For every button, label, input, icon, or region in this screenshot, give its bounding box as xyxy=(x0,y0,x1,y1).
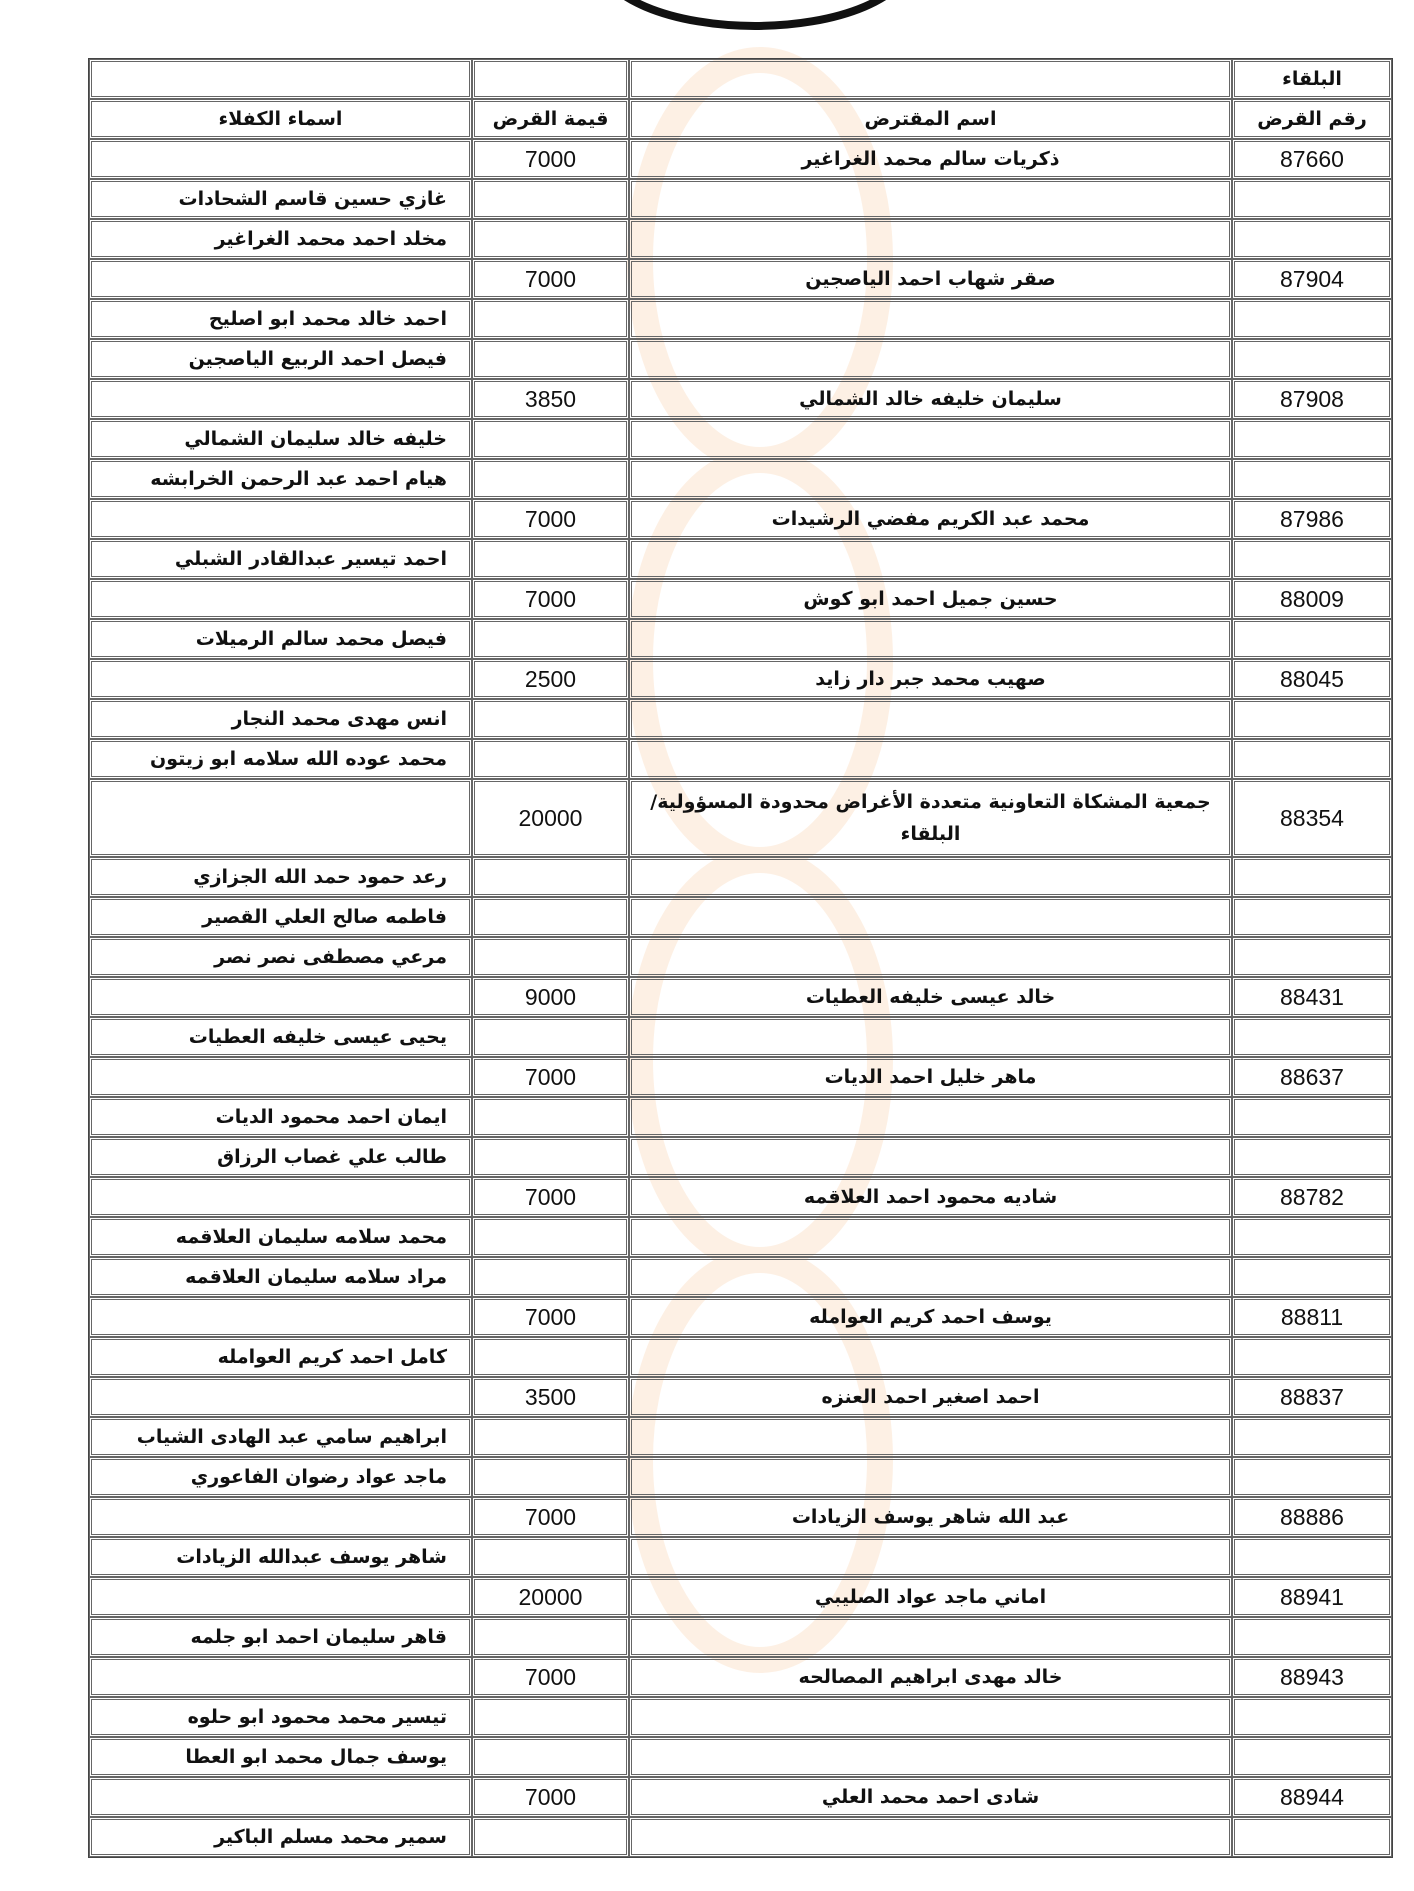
empty-cell xyxy=(1232,179,1392,219)
loan-row xyxy=(89,139,1392,179)
empty-cell xyxy=(472,1337,629,1377)
empty-cell xyxy=(472,1697,629,1737)
loan-amount: 3850 xyxy=(472,379,629,419)
empty-cell xyxy=(1232,1337,1392,1377)
loan-number: 88009 xyxy=(1232,579,1392,619)
guarantor-row xyxy=(89,1017,1392,1057)
guarantor-row xyxy=(89,1257,1392,1297)
empty-cell xyxy=(472,1017,629,1057)
empty-cell xyxy=(629,1817,1232,1857)
guarantor-row xyxy=(89,339,1392,379)
empty-cell xyxy=(629,1217,1232,1257)
guarantor-name: فاطمه صالح العلي القصير xyxy=(89,897,472,937)
guarantor-name: سمير محمد مسلم الباكير xyxy=(89,1817,472,1857)
empty-cell xyxy=(1232,739,1392,779)
empty-cell xyxy=(472,1217,629,1257)
borrower-name: محمد عبد الكريم مفضي الرشيدات xyxy=(629,499,1232,539)
header-loan-no: رقم القرض xyxy=(1232,99,1392,139)
empty-cell xyxy=(472,419,629,459)
guarantor-name: تيسير محمد محمود ابو حلوه xyxy=(89,1697,472,1737)
borrower-name: حسين جميل احمد ابو كوش xyxy=(629,579,1232,619)
guarantor-row xyxy=(89,1457,1392,1497)
guarantor-row xyxy=(89,459,1392,499)
empty-cell xyxy=(1232,459,1392,499)
borrower-name: يوسف احمد كريم العوامله xyxy=(629,1297,1232,1337)
loan-amount: 2500 xyxy=(472,659,629,699)
guarantor-row xyxy=(89,419,1392,459)
loan-number: 88782 xyxy=(1232,1177,1392,1217)
empty-cell xyxy=(472,339,629,379)
loan-number: 87660 xyxy=(1232,139,1392,179)
empty-cell xyxy=(89,1297,472,1337)
loan-amount: 7000 xyxy=(472,1297,629,1337)
empty-cell xyxy=(629,937,1232,977)
empty-cell xyxy=(1232,897,1392,937)
loan-number: 88354 xyxy=(1232,779,1392,857)
loan-amount: 20000 xyxy=(472,1577,629,1617)
guarantor-name: غازي حسين قاسم الشحادات xyxy=(89,179,472,219)
empty-cell xyxy=(629,1137,1232,1177)
empty-cell xyxy=(472,1137,629,1177)
guarantor-row xyxy=(89,539,1392,579)
empty-cell xyxy=(89,977,472,1017)
guarantor-row xyxy=(89,1097,1392,1137)
guarantor-name: محمد سلامه سليمان العلاقمه xyxy=(89,1217,472,1257)
empty-cell xyxy=(1232,937,1392,977)
loan-amount: 7000 xyxy=(472,1057,629,1097)
loan-amount: 7000 xyxy=(472,1497,629,1537)
loan-number: 88431 xyxy=(1232,977,1392,1017)
borrower-name: صقر شهاب احمد الياصجين xyxy=(629,259,1232,299)
logo-arc xyxy=(590,0,920,32)
borrower-name: ماهر خليل احمد الديات xyxy=(629,1057,1232,1097)
empty-cell xyxy=(472,1817,629,1857)
empty-cell xyxy=(472,619,629,659)
loan-row xyxy=(89,1297,1392,1337)
guarantor-row xyxy=(89,1737,1392,1777)
guarantor-row xyxy=(89,1137,1392,1177)
loan-number: 88811 xyxy=(1232,1297,1392,1337)
loan-row xyxy=(89,1577,1392,1617)
empty-cell xyxy=(1232,299,1392,339)
empty-cell xyxy=(89,1057,472,1097)
header-borrower: اسم المقترض xyxy=(629,99,1232,139)
borrower-name: خالد عيسى خليفه العطيات xyxy=(629,977,1232,1017)
guarantor-row xyxy=(89,619,1392,659)
empty-cell xyxy=(472,1257,629,1297)
empty-cell xyxy=(629,897,1232,937)
empty-cell xyxy=(89,779,472,857)
empty-cell xyxy=(1232,1737,1392,1777)
empty-cell xyxy=(1232,1697,1392,1737)
guarantor-row xyxy=(89,1617,1392,1657)
borrower-name: اماني ماجد عواد الصليبي xyxy=(629,1577,1232,1617)
empty-cell xyxy=(1232,619,1392,659)
guarantor-name: رعد حمود حمد الله الجزازي xyxy=(89,857,472,897)
guarantor-name: يحيى عيسى خليفه العطيات xyxy=(89,1017,472,1057)
empty-cell xyxy=(1232,1417,1392,1457)
guarantor-row xyxy=(89,857,1392,897)
loans-table xyxy=(88,58,1393,1858)
guarantor-row xyxy=(89,739,1392,779)
empty-cell xyxy=(89,659,472,699)
guarantor-name: احمد تيسير عبدالقادر الشبلي xyxy=(89,539,472,579)
header-amount: قيمة القرض xyxy=(472,99,629,139)
guarantor-row xyxy=(89,299,1392,339)
guarantor-name: مخلد احمد محمد الغراغير xyxy=(89,219,472,259)
empty-cell xyxy=(629,739,1232,779)
empty-cell xyxy=(1232,1457,1392,1497)
loan-number: 88637 xyxy=(1232,1057,1392,1097)
empty-cell xyxy=(1232,699,1392,739)
loan-amount: 20000 xyxy=(472,779,629,857)
empty-cell xyxy=(629,1097,1232,1137)
guarantor-name: محمد عوده الله سلامه ابو زيتون xyxy=(89,739,472,779)
empty-cell xyxy=(1232,1257,1392,1297)
empty-cell xyxy=(1232,1537,1392,1577)
empty-cell xyxy=(472,299,629,339)
loan-amount: 9000 xyxy=(472,977,629,1017)
region-row xyxy=(89,59,1392,99)
empty-cell xyxy=(89,259,472,299)
guarantor-row xyxy=(89,897,1392,937)
borrower-name: احمد اصغير احمد العنزه xyxy=(629,1377,1232,1417)
empty-cell xyxy=(472,897,629,937)
loan-number: 88837 xyxy=(1232,1377,1392,1417)
empty-cell xyxy=(1232,1617,1392,1657)
guarantor-name: فيصل احمد الربيع الياصجين xyxy=(89,339,472,379)
empty-cell xyxy=(629,1417,1232,1457)
borrower-name: صهيب محمد جبر دار زايد xyxy=(629,659,1232,699)
loan-amount: 7000 xyxy=(472,499,629,539)
borrower-name: شاديه محمود احمد العلاقمه xyxy=(629,1177,1232,1217)
empty-cell xyxy=(629,179,1232,219)
region-label: البلقاء xyxy=(1232,59,1392,99)
guarantor-name: انس مهدى محمد النجار xyxy=(89,699,472,739)
guarantor-name: يوسف جمال محمد ابو العطا xyxy=(89,1737,472,1777)
loan-amount: 3500 xyxy=(472,1377,629,1417)
loan-row xyxy=(89,1057,1392,1097)
empty-cell xyxy=(629,299,1232,339)
empty-cell xyxy=(89,579,472,619)
guarantor-name: هيام احمد عبد الرحمن الخرابشه xyxy=(89,459,472,499)
empty-cell xyxy=(472,1537,629,1577)
empty-cell xyxy=(1232,1817,1392,1857)
empty-cell xyxy=(472,179,629,219)
guarantor-name: خليفه خالد سليمان الشمالي xyxy=(89,419,472,459)
empty-cell xyxy=(472,1617,629,1657)
empty-cell xyxy=(472,1097,629,1137)
borrower-name: خالد مهدى ابراهيم المصالحه xyxy=(629,1657,1232,1697)
loan-row xyxy=(89,579,1392,619)
empty-cell xyxy=(629,59,1232,99)
loan-row xyxy=(89,1377,1392,1417)
empty-cell xyxy=(472,459,629,499)
empty-cell xyxy=(89,1497,472,1537)
guarantor-name: شاهر يوسف عبدالله الزيادات xyxy=(89,1537,472,1577)
loan-row xyxy=(89,977,1392,1017)
empty-cell xyxy=(472,1457,629,1497)
empty-cell xyxy=(629,1737,1232,1777)
empty-cell xyxy=(89,1377,472,1417)
borrower-name: شادى احمد محمد العلي xyxy=(629,1777,1232,1817)
empty-cell xyxy=(629,857,1232,897)
empty-cell xyxy=(1232,539,1392,579)
empty-cell xyxy=(472,937,629,977)
guarantor-name: ايمان احمد محمود الديات xyxy=(89,1097,472,1137)
guarantor-name: فيصل محمد سالم الرميلات xyxy=(89,619,472,659)
guarantor-row xyxy=(89,1337,1392,1377)
loan-row xyxy=(89,1777,1392,1817)
empty-cell xyxy=(472,1737,629,1777)
empty-cell xyxy=(1232,219,1392,259)
empty-cell xyxy=(89,1577,472,1617)
borrower-name: عبد الله شاهر يوسف الزيادات xyxy=(629,1497,1232,1537)
guarantor-name: احمد خالد محمد ابو اصليح xyxy=(89,299,472,339)
empty-cell xyxy=(1232,419,1392,459)
empty-cell xyxy=(89,1177,472,1217)
empty-cell xyxy=(629,1337,1232,1377)
empty-cell xyxy=(629,619,1232,659)
empty-cell xyxy=(629,459,1232,499)
loan-number: 88943 xyxy=(1232,1657,1392,1697)
guarantor-row xyxy=(89,1537,1392,1577)
loan-number: 88045 xyxy=(1232,659,1392,699)
header-guarantors: اسماء الكفلاء xyxy=(89,99,472,139)
loan-amount: 7000 xyxy=(472,139,629,179)
empty-cell xyxy=(89,1657,472,1697)
empty-cell xyxy=(472,739,629,779)
loan-number: 88886 xyxy=(1232,1497,1392,1537)
guarantor-name: طالب علي غصاب الرزاق xyxy=(89,1137,472,1177)
guarantor-row xyxy=(89,1697,1392,1737)
empty-cell xyxy=(629,339,1232,379)
guarantor-row xyxy=(89,1817,1392,1857)
empty-cell xyxy=(472,699,629,739)
empty-cell xyxy=(629,419,1232,459)
empty-cell xyxy=(472,59,629,99)
loan-amount: 7000 xyxy=(472,259,629,299)
empty-cell xyxy=(629,1257,1232,1297)
guarantor-name: ابراهيم سامي عبد الهادى الشياب xyxy=(89,1417,472,1457)
borrower-name: جمعية المشكاة التعاونية متعددة الأغراض محدودة المسؤولية/ البلقاء xyxy=(629,779,1232,857)
empty-cell xyxy=(89,1777,472,1817)
borrower-name: سليمان خليفه خالد الشمالي xyxy=(629,379,1232,419)
loan-number: 87904 xyxy=(1232,259,1392,299)
loan-row xyxy=(89,259,1392,299)
header-row xyxy=(89,99,1392,139)
guarantor-row xyxy=(89,1217,1392,1257)
guarantor-name: مرعي مصطفى نصر نصر xyxy=(89,937,472,977)
empty-cell xyxy=(1232,1137,1392,1177)
loan-row xyxy=(89,499,1392,539)
guarantor-row xyxy=(89,179,1392,219)
empty-cell xyxy=(1232,1217,1392,1257)
loan-number: 88941 xyxy=(1232,1577,1392,1617)
guarantor-row xyxy=(89,699,1392,739)
loan-row xyxy=(89,659,1392,699)
guarantor-row xyxy=(89,219,1392,259)
empty-cell xyxy=(89,59,472,99)
empty-cell xyxy=(629,699,1232,739)
empty-cell xyxy=(472,1417,629,1457)
empty-cell xyxy=(629,539,1232,579)
empty-cell xyxy=(629,1697,1232,1737)
loan-number: 87986 xyxy=(1232,499,1392,539)
empty-cell xyxy=(472,539,629,579)
loan-row xyxy=(89,1497,1392,1537)
empty-cell xyxy=(1232,857,1392,897)
guarantor-row xyxy=(89,1417,1392,1457)
empty-cell xyxy=(1232,339,1392,379)
empty-cell xyxy=(629,1617,1232,1657)
empty-cell xyxy=(1232,1017,1392,1057)
empty-cell xyxy=(629,1017,1232,1057)
guarantor-row xyxy=(89,937,1392,977)
guarantor-name: قاهر سليمان احمد ابو جلمه xyxy=(89,1617,472,1657)
loan-number: 87908 xyxy=(1232,379,1392,419)
empty-cell xyxy=(472,219,629,259)
guarantor-name: ماجد عواد رضوان الفاعوري xyxy=(89,1457,472,1497)
empty-cell xyxy=(629,219,1232,259)
loan-row xyxy=(89,1657,1392,1697)
empty-cell xyxy=(89,499,472,539)
loan-amount: 7000 xyxy=(472,1177,629,1217)
empty-cell xyxy=(89,379,472,419)
empty-cell xyxy=(629,1457,1232,1497)
loan-row xyxy=(89,379,1392,419)
empty-cell xyxy=(472,857,629,897)
loan-row xyxy=(89,779,1392,857)
loan-amount: 7000 xyxy=(472,579,629,619)
empty-cell xyxy=(629,1537,1232,1577)
loan-amount: 7000 xyxy=(472,1777,629,1817)
loan-amount: 7000 xyxy=(472,1657,629,1697)
empty-cell xyxy=(1232,1097,1392,1137)
guarantor-name: مراد سلامه سليمان العلاقمه xyxy=(89,1257,472,1297)
empty-cell xyxy=(89,139,472,179)
loan-row xyxy=(89,1177,1392,1217)
loan-number: 88944 xyxy=(1232,1777,1392,1817)
guarantor-name: كامل احمد كريم العوامله xyxy=(89,1337,472,1377)
borrower-name: ذكريات سالم محمد الغراغير xyxy=(629,139,1232,179)
